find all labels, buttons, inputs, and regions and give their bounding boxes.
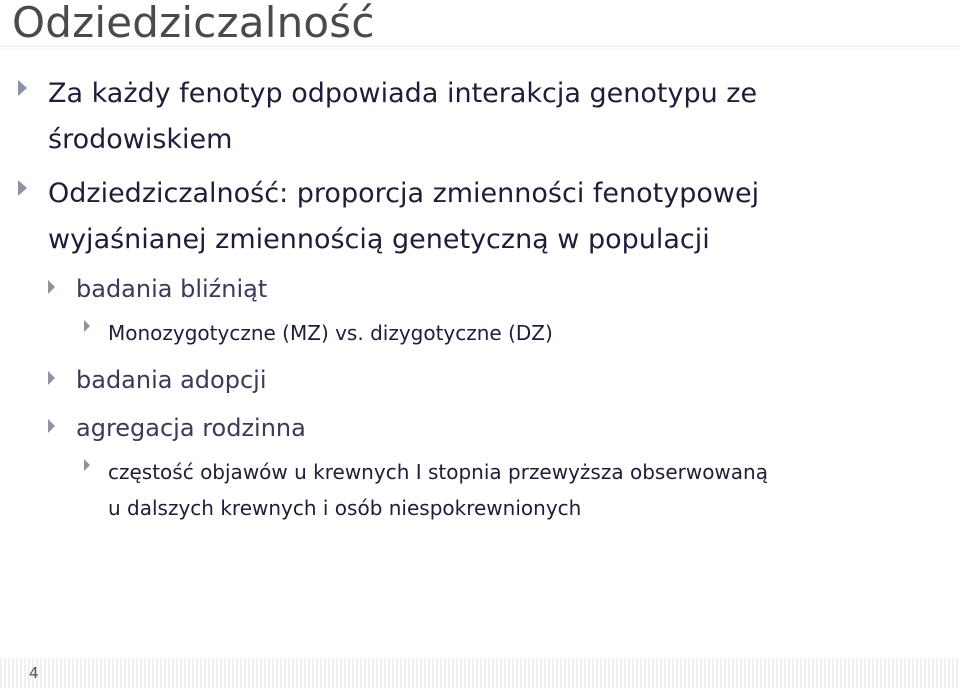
- bullet-text: badania adopcji: [76, 366, 267, 394]
- bullet-text-line: Za każdy fenotyp odpowiada interakcja genotypu ze: [48, 78, 758, 109]
- bullet-text-line: u dalszych krewnych i osób niespokrewnionych: [108, 496, 582, 520]
- bullet-item-mz-dz: [84, 315, 553, 351]
- bullet-item-heritability: [18, 171, 759, 263]
- bullet-item-adoption-studies: [48, 363, 267, 397]
- bullet-item-twin-studies: [48, 272, 267, 306]
- triangle-right-icon: [48, 371, 55, 385]
- bullet-text: badania bliźniąt: [76, 275, 268, 303]
- bullet-text: Monozygotyczne (MZ) vs. dizygotyczne (DZ): [108, 321, 553, 345]
- bullet-text-line: wyjaśnianej zmiennością genetyczną w populacji: [48, 224, 710, 255]
- triangle-right-icon: [48, 280, 55, 294]
- bullet-text-line: środowiskiem: [48, 124, 233, 155]
- bullet-text-line: Odziedziczalność: proporcja zmienności fenotypowej: [48, 178, 760, 209]
- triangle-right-icon: [84, 459, 90, 471]
- triangle-right-icon: [18, 180, 27, 196]
- page-number: 4: [29, 664, 39, 682]
- triangle-right-icon: [18, 80, 27, 96]
- bullet-text-line: częstość objawów u krewnych I stopnia przewyższa obserwowaną: [108, 460, 768, 484]
- bullet-item-symptom-frequency: [84, 454, 768, 526]
- title-underline: [0, 44, 960, 52]
- bullet-item-phenotype: [18, 71, 757, 163]
- triangle-right-icon: [48, 419, 55, 433]
- triangle-right-icon: [84, 320, 90, 332]
- bullet-item-family-aggregation: [48, 411, 306, 445]
- footer-band: [0, 658, 960, 688]
- slide-title: Odziedziczalność: [12, 0, 375, 47]
- bullet-text: agregacja rodzinna: [76, 414, 306, 442]
